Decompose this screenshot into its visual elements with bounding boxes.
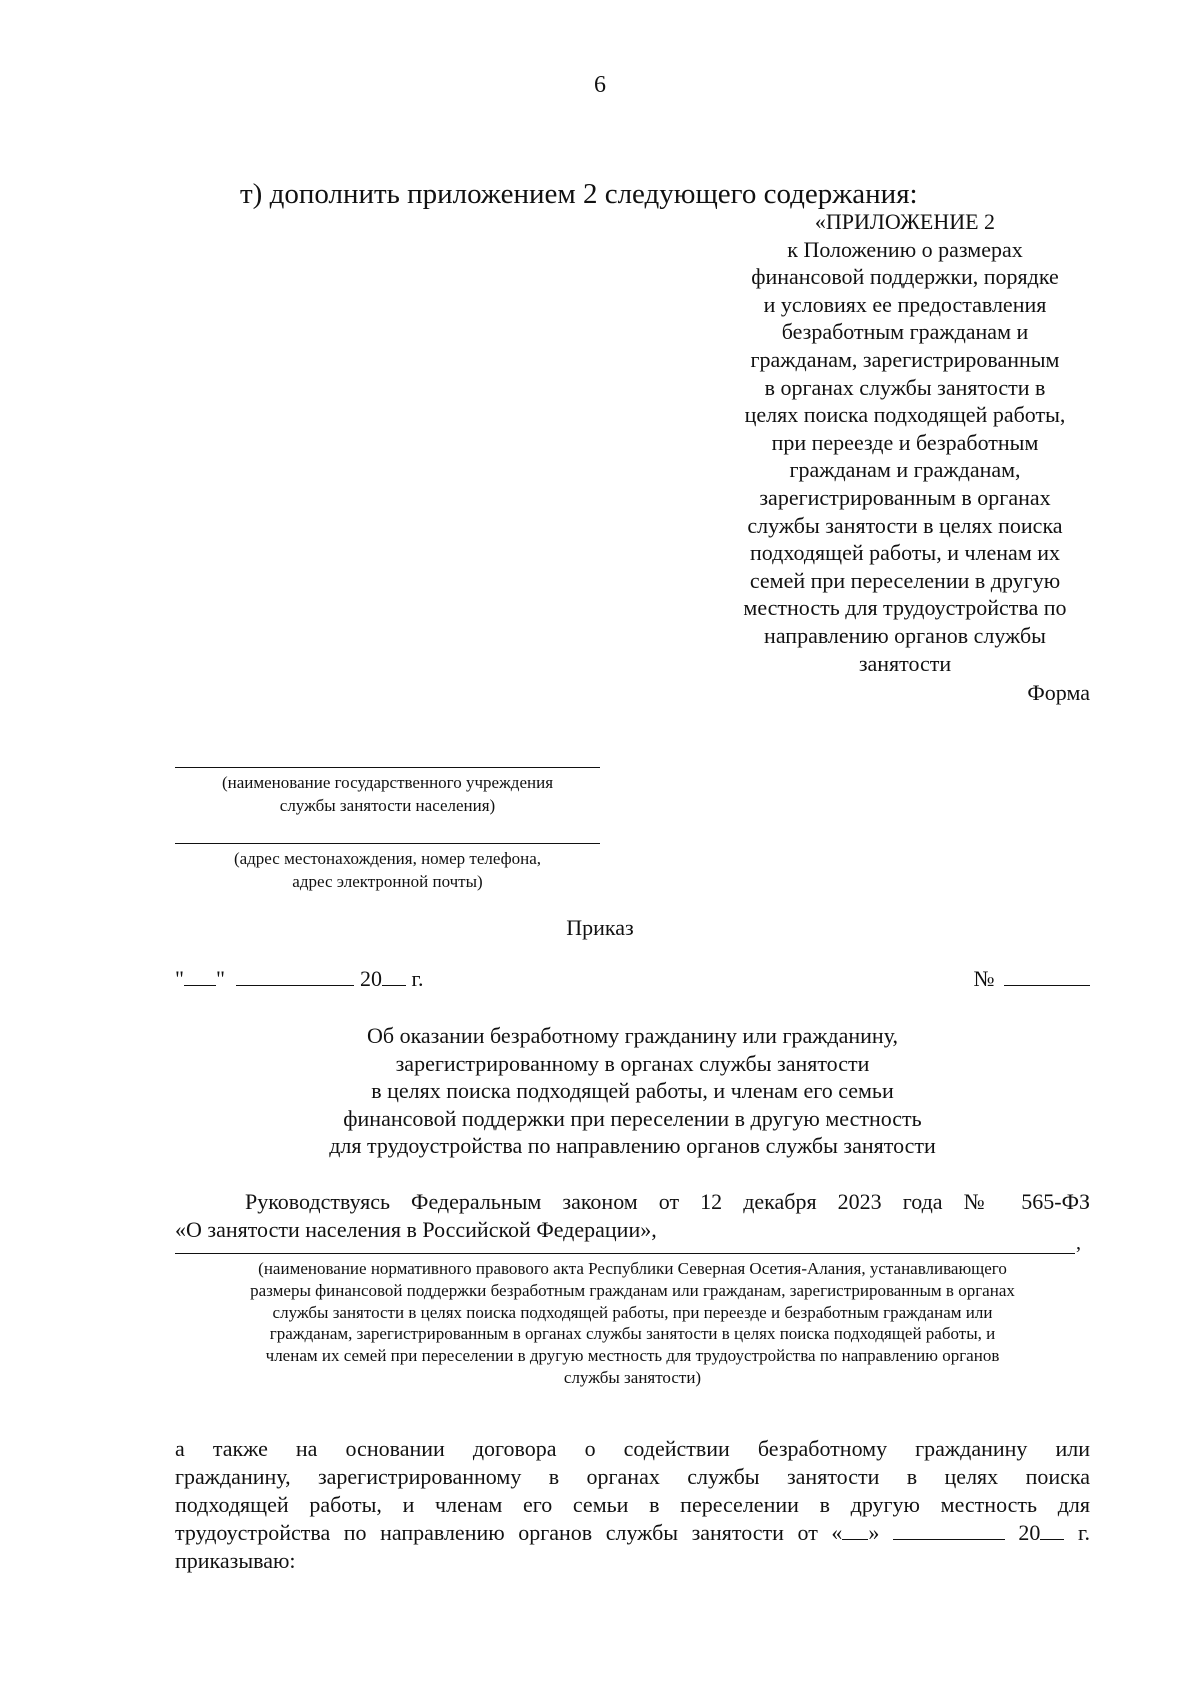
act-comma: ,: [1076, 1232, 1081, 1254]
year-prefix: 20: [1004, 1520, 1041, 1545]
appendix-line: при переезде и безработным: [771, 429, 1039, 455]
month-blank: [236, 965, 354, 986]
caption-line: членам их семей при переселении в другую местность для трудоустройства по направлению органов: [265, 1346, 1000, 1366]
appendix-line: подходящей работы, и членам их: [749, 540, 1061, 566]
subject-line: для трудоустройства по направлению органов службы занятости: [329, 1133, 936, 1159]
order-number: [974, 965, 1091, 992]
address-field: [175, 843, 600, 893]
institution-name-caption: [175, 771, 600, 817]
caption-line: службы занятости в целях поиска подходящей работы, при переезде и безработным гражданам или: [272, 1302, 993, 1322]
year-suffix: г.: [405, 966, 424, 991]
appendix-line: целях поиска подходящей работы,: [744, 402, 1066, 428]
quote-open: ": [175, 966, 184, 991]
contract-text: трудоустройства по направлению органов службы занятости от «: [175, 1520, 843, 1545]
caption-line: адрес электронной почты): [292, 872, 483, 891]
contract-basis: [175, 1435, 1090, 1575]
address-blank: [175, 843, 600, 844]
appendix-line: к Положению о размерах: [787, 236, 1023, 262]
order-date: [175, 965, 424, 992]
act-name-caption: [175, 1258, 1090, 1389]
closing-word: приказываю:: [175, 1548, 296, 1573]
year-suffix: г.: [1064, 1520, 1091, 1545]
subject-line: зарегистрированному в органах службы занятости: [395, 1050, 870, 1076]
contract-date-line: [175, 1519, 1090, 1547]
appendix-line: направлению органов службы: [764, 622, 1046, 648]
caption-line: гражданам, зарегистрированным в органах службы занятости в целях поиска подходящей работы, и: [269, 1324, 996, 1344]
institution-name-blank: [175, 767, 600, 768]
number-blank: [1004, 965, 1090, 986]
subject-line: финансовой поддержки при переселении в другую местность: [343, 1105, 922, 1131]
quote-close: ": [215, 966, 225, 991]
form-label: Форма: [1027, 680, 1090, 705]
day-blank: [184, 965, 216, 986]
order-title: Приказ: [566, 915, 634, 940]
appendix-line: занятости: [858, 650, 952, 676]
caption-line: размеры финансовой поддержки безработным гражданам или гражданам, зарегистрированным в органах: [250, 1280, 1015, 1300]
contract-year-blank: [1040, 1519, 1064, 1540]
number-label: №: [973, 966, 995, 991]
appendix-line: безработным гражданам и: [781, 319, 1029, 345]
appendix-line: финансовой поддержки, порядке: [751, 264, 1059, 290]
appendix-line: гражданам и гражданам,: [789, 457, 1021, 483]
appendix-line: местность для трудоустройства по: [743, 595, 1067, 621]
address-caption: [175, 847, 600, 893]
order-subject: [175, 1022, 1090, 1160]
appendix-line: «ПРИЛОЖЕНИЕ 2: [814, 209, 996, 234]
quote-close: »: [868, 1520, 880, 1545]
contract-line: гражданину, зарегистрированному в органах службы занятости в целях поиска: [175, 1464, 1090, 1489]
appendix-line: семей при переселении в другую: [749, 567, 1061, 593]
appendix-line: в органах службы занятости в: [764, 374, 1046, 400]
contract-day-blank: [842, 1519, 868, 1540]
caption-line: (наименование нормативного правового акта Республики Северная Осетия-Алания, устанавливающего: [258, 1259, 1007, 1278]
appendix-heading: [720, 208, 1090, 677]
basis-line: «О занятости населения в Российской Федерации»,: [175, 1216, 657, 1242]
legal-basis: [175, 1188, 1090, 1243]
subject-line: Об оказании безработному гражданину или гражданину,: [366, 1023, 899, 1048]
year-prefix: 20: [359, 966, 382, 991]
caption-line: службы занятости): [563, 1367, 702, 1387]
appendix-line: службы занятости в целях поиска: [747, 512, 1063, 538]
appendix-line: гражданам, зарегистрированным: [750, 346, 1060, 372]
subject-line: в целях поиска подходящей работы, и членам его семьи: [371, 1078, 894, 1104]
appendix-line: и условиях ее предоставления: [763, 291, 1047, 317]
page-number: 6: [594, 72, 606, 98]
caption-line: (адрес местонахождения, номер телефона,: [233, 849, 542, 868]
contract-line: а также на основании договора о содействии безработному гражданину или: [175, 1436, 1090, 1461]
appendix-line: зарегистрированным в органах: [759, 484, 1051, 510]
contract-line: подходящей работы, и членам его семьи в переселении в другую местность для: [175, 1492, 1090, 1517]
basis-line: Руководствуясь Федеральным законом от 12 декабря 2023 года № 565-ФЗ: [245, 1189, 1090, 1214]
intro-text: т) дополнить приложением 2 следующего содержания:: [240, 178, 918, 210]
caption-line: службы занятости населения): [279, 796, 496, 815]
year-blank: [382, 965, 406, 986]
contract-month-blank: [893, 1519, 1005, 1540]
act-name-blank: [175, 1253, 1075, 1254]
institution-name-field: [175, 767, 600, 817]
caption-line: (наименование государственного учреждения: [221, 773, 554, 792]
